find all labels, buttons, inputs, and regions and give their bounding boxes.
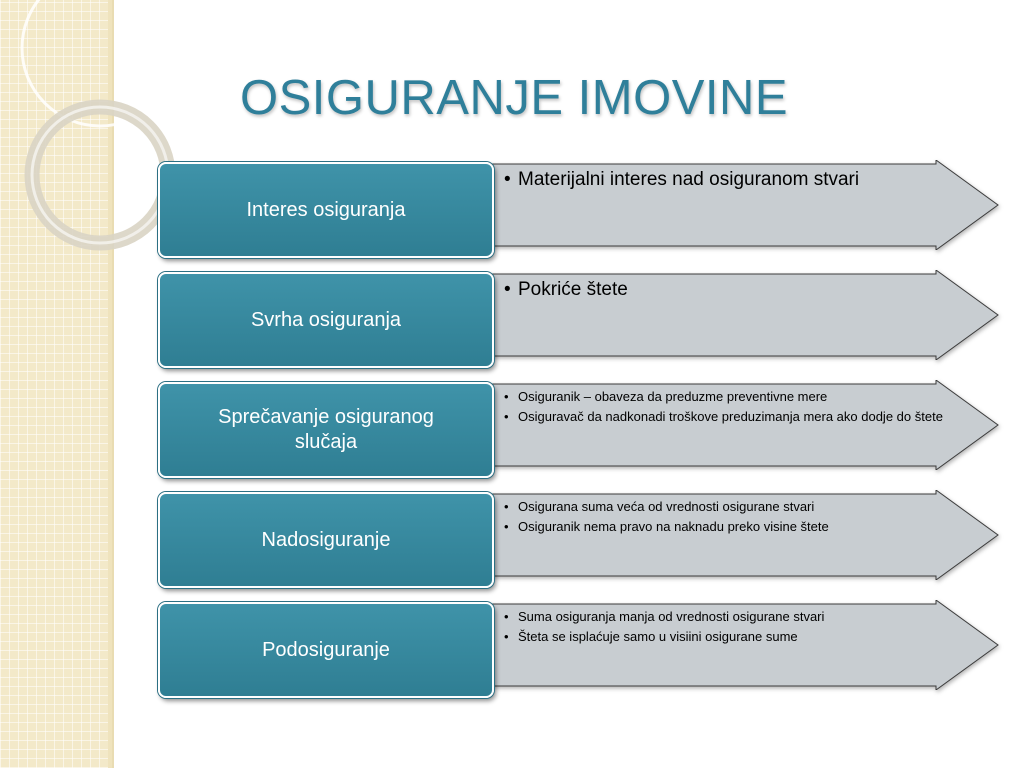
bullet-list	[504, 388, 974, 428]
row-label: Nadosiguranje	[261, 528, 391, 551]
row-label: Interes osiguranja	[246, 198, 406, 221]
row-label: Podosiguranje	[262, 638, 390, 661]
slide-title: OSIGURANJE IMOVINE	[240, 71, 789, 125]
bullet-item: • Šteta se isplaćuje samo u visiini osigurane sume	[504, 628, 974, 646]
bullet-item: • Pokriće štete	[504, 278, 974, 302]
row-label-box	[158, 162, 494, 258]
bullet-item: • Osiguravač da nadkonadi troškove preduzimanja mera ako dodje do štete	[504, 408, 974, 426]
row-label-box	[158, 492, 494, 588]
bullet-list	[504, 608, 974, 648]
decorative-side-strip	[0, 0, 114, 768]
bullet-list	[504, 498, 974, 538]
bullet-item: • Osigurana suma veća od vrednosti osigurane stvari	[504, 498, 974, 516]
bullet-item: • Materijalni interes nad osiguranom stvari	[504, 168, 974, 192]
row-label-box	[158, 382, 494, 478]
bullet-item: • Suma osiguranja manja od vrednosti osigurane stvari	[504, 608, 974, 626]
bullet-item: • Osiguranik nema pravo na naknadu preko visine štete	[504, 518, 974, 536]
row-label-box	[158, 602, 494, 698]
row-label-box	[158, 272, 494, 368]
row-label: Sprečavanje osiguranog slučaja	[218, 406, 434, 453]
bullet-list	[504, 168, 974, 192]
bullet-list	[504, 278, 974, 302]
bullet-item: • Osiguranik – obaveza da preduzme preventivne mere	[504, 388, 974, 406]
row-label: Svrha osiguranja	[250, 308, 402, 331]
